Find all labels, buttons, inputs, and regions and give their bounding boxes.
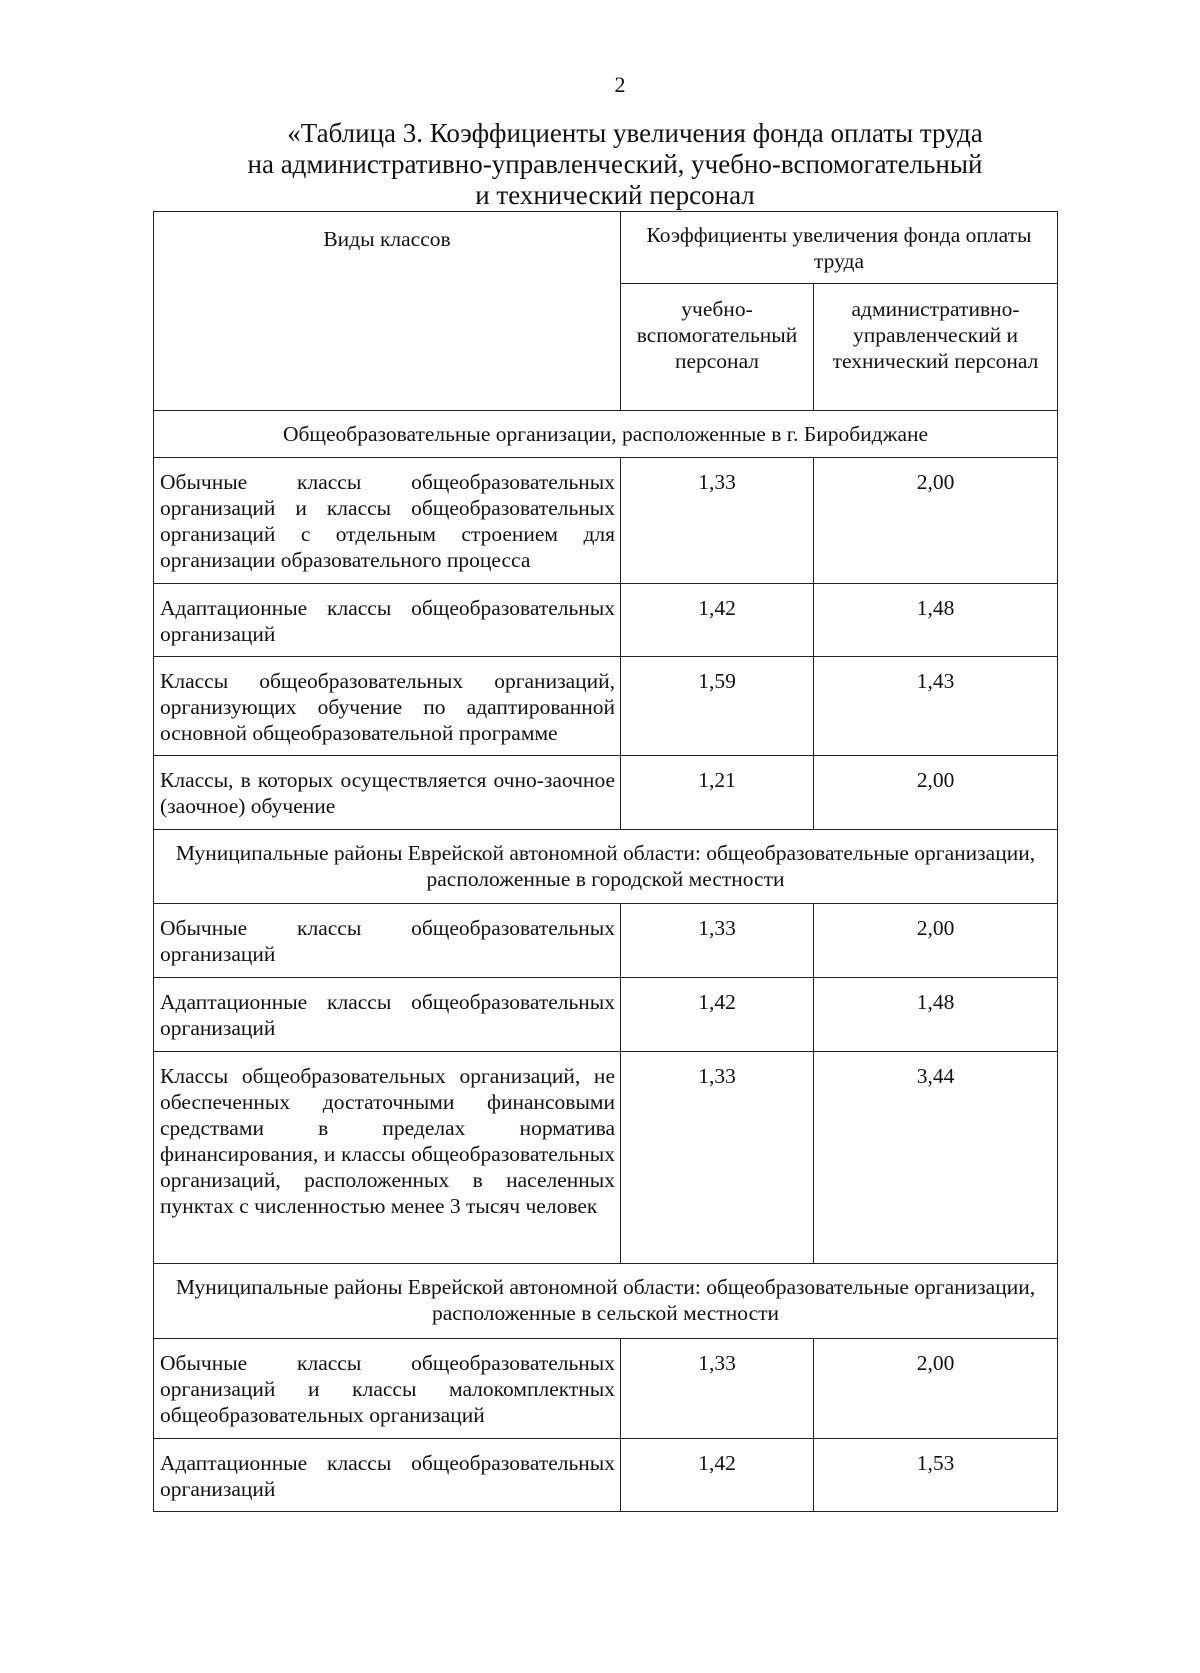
row-class-type: Обычные классы общеобразовательных организаций и классы общеобразовательных организаций с отдельным строением для организации образовательного процесса	[154, 458, 621, 584]
row-class-type: Адаптационные классы общеобразовательных организаций	[154, 584, 621, 657]
row-admin-coef: 2,00	[814, 458, 1058, 584]
table-row	[154, 904, 1058, 978]
row-class-type: Классы общеобразовательных организаций, не обеспеченных достаточными финансовыми средствами в пределах норматива финансирования, и классы общеобразовательных организаций, расположенных в населенных пунктах с численностью менее 3 тысяч человек	[154, 1052, 621, 1264]
header-class-types: Виды классов	[154, 212, 621, 411]
table-row	[154, 1439, 1058, 1512]
row-class-type: Классы, в которых осуществляется очно-заочное (заочное) обучение	[154, 756, 621, 830]
section-row	[154, 411, 1058, 458]
table-row	[154, 756, 1058, 830]
row-support-coef: 1,33	[621, 1339, 814, 1439]
row-admin-coef: 1,53	[814, 1439, 1058, 1512]
header-coefficients: Коэффициенты увеличения фонда оплаты труда	[621, 212, 1058, 284]
table-row	[154, 978, 1058, 1052]
table-row	[154, 657, 1058, 756]
header-support-staff: учебно-вспомогательный персонал	[621, 284, 814, 411]
section-title: Муниципальные районы Еврейской автономной области: общеобразовательные организации, расположенные в сельской местности	[154, 1264, 1058, 1339]
row-admin-coef: 1,48	[814, 978, 1058, 1052]
table-row	[154, 1052, 1058, 1264]
table-title-line-2: на административно-управленческий, учебно-вспомогательный	[247, 149, 983, 179]
row-support-coef: 1,42	[621, 978, 814, 1052]
header-admin-staff: административно-управленческий и технический персонал	[814, 284, 1058, 411]
table-title-line-1: «Таблица 3. Коэффициенты увеличения фонда оплаты труда	[287, 118, 983, 148]
table-header-row	[154, 212, 1058, 284]
row-class-type: Адаптационные классы общеобразовательных организаций	[154, 978, 621, 1052]
row-support-coef: 1,21	[621, 756, 814, 830]
row-admin-coef: 2,00	[814, 904, 1058, 978]
coefficients-table	[153, 211, 1058, 1512]
table-row	[154, 458, 1058, 584]
row-admin-coef: 2,00	[814, 756, 1058, 830]
section-row	[154, 1264, 1058, 1339]
row-class-type: Классы общеобразовательных организаций, организующих обучение по адаптированной основной общеобразовательной программе	[154, 657, 621, 756]
table-title	[150, 118, 1080, 211]
row-support-coef: 1,33	[621, 1052, 814, 1264]
section-row	[154, 830, 1058, 904]
section-title: Общеобразовательные организации, расположенные в г. Биробиджане	[154, 411, 1058, 458]
row-support-coef: 1,33	[621, 904, 814, 978]
row-admin-coef: 1,48	[814, 584, 1058, 657]
row-class-type: Обычные классы общеобразовательных организаций	[154, 904, 621, 978]
section-title: Муниципальные районы Еврейской автономной области: общеобразовательные организации, расположенные в городской местности	[154, 830, 1058, 904]
row-support-coef: 1,42	[621, 584, 814, 657]
table-title-line-3: и технический персонал	[475, 180, 755, 210]
row-admin-coef: 1,43	[814, 657, 1058, 756]
row-class-type: Обычные классы общеобразовательных организаций и классы малокомплектных общеобразовательных организаций	[154, 1339, 621, 1439]
row-admin-coef: 2,00	[814, 1339, 1058, 1439]
row-support-coef: 1,33	[621, 458, 814, 584]
table-row	[154, 1339, 1058, 1439]
row-support-coef: 1,59	[621, 657, 814, 756]
page-number: 2	[614, 72, 626, 97]
row-admin-coef: 3,44	[814, 1052, 1058, 1264]
row-support-coef: 1,42	[621, 1439, 814, 1512]
table-row	[154, 584, 1058, 657]
row-class-type: Адаптационные классы общеобразовательных организаций	[154, 1439, 621, 1512]
